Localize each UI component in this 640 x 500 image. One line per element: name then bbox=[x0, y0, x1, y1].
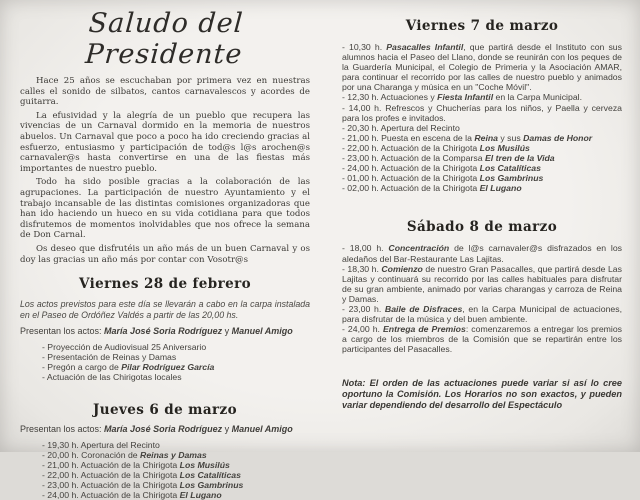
text-segment: , que partirá desde el Instituto con sus alumnos hacia el Paseo del Llano, donde se reunirán con los peques de la Guardería Municipal, el Colegio de Primeria y la Asociación AMAR, para continuar el recorrido por las calles de nuestro pueblo y animados por una Charanga y música en un "Coche Móvil". bbox=[342, 42, 622, 93]
text-segment: - 24,00 h. bbox=[342, 324, 383, 335]
schedule-item bbox=[42, 490, 310, 500]
text-segment: - 20,30 h. Apertura del Recinto bbox=[342, 122, 460, 133]
text-segment: El Lugano bbox=[479, 183, 522, 194]
text-segment: Los Catalíticas bbox=[479, 163, 541, 174]
text-segment: Reina bbox=[474, 132, 499, 143]
section-heading-jueves-6-marzo: Jueves 6 de marzo bbox=[93, 402, 237, 419]
schedule-item bbox=[342, 123, 622, 133]
text-segment: Baile de Disfraces bbox=[384, 303, 463, 314]
text-segment: - 21,00 h. Puesta en escena de la bbox=[342, 132, 475, 143]
text-segment: Pasacalles Infantil bbox=[386, 42, 464, 52]
schedule-item bbox=[42, 470, 310, 480]
text-segment: - 22,00 h. Actuación de la Chirigota bbox=[342, 142, 480, 153]
text-segment: Presentan los actos: bbox=[20, 424, 105, 435]
text-segment: - 18,00 h. bbox=[342, 243, 389, 254]
text-segment: Pilar Rodríguez García bbox=[121, 361, 215, 372]
schedule-item bbox=[42, 362, 310, 372]
schedule-list-jueves-6-marzo bbox=[20, 440, 310, 500]
page-title: Saludo del Presidente bbox=[84, 8, 245, 70]
schedule-item bbox=[42, 352, 310, 362]
text-segment: y sus bbox=[498, 132, 524, 143]
schedule-item bbox=[42, 450, 310, 460]
text-segment: : comenzaremos a entregar los premios a cargo de los miembros de la Comisión que se repartirán entre los participantes del Pasacalles. bbox=[342, 324, 622, 355]
text-segment: - 01,00 h. Actuación de la Chirigota bbox=[342, 173, 480, 184]
text-segment: - Actuación de las Chirigotas locales bbox=[42, 372, 182, 383]
presenters-line bbox=[20, 326, 310, 337]
text-segment: Concentración bbox=[388, 243, 450, 254]
text-segment: - 22,00 h. Actuación de la Chirigota bbox=[42, 469, 180, 480]
schedule-item bbox=[42, 342, 310, 352]
schedule-item bbox=[342, 153, 622, 163]
schedule-item bbox=[342, 173, 622, 183]
text-segment: - Proyección de Audiovisual 25 Aniversario bbox=[42, 341, 207, 352]
left-column bbox=[20, 6, 310, 500]
footer-note bbox=[342, 378, 622, 410]
text-segment: Manuel Amigo bbox=[231, 326, 293, 337]
text-segment: y bbox=[222, 424, 232, 435]
text-segment: de l@s carnavaler@s disfrazados en los aledaños del Bar-Restaurante Las Lajitas. bbox=[342, 243, 622, 264]
text-segment: - 12,30 h. Actuaciones y bbox=[342, 92, 438, 103]
intro-paragraph: Os deseo que disfrutéis un año más de un buen Carnaval y os doy las gracias un año más por contar con Vosotr@s bbox=[20, 243, 310, 265]
text-segment: , en la Carpa Municipal de actuaciones, para disfrutar de la música y del buen ambiente. bbox=[342, 303, 622, 325]
text-segment: en la Carpa Municipal. bbox=[493, 92, 582, 103]
intro-paragraph: La efusividad y la alegría de un pueblo que recupera las vivencias de un Carnaval dormido en la memoria de nuestros abuelos. Un Carnaval que poco a poco ha ido creciendo gracias al esfuerzo, entusiasmo y participación de tod@s l@s arochen@s carnavaler@s hasta convertirse en una de las fiestas más importantes de nuestro pueblo. bbox=[20, 110, 310, 174]
section-heading-viernes-7-marzo: Viernes 7 de marzo bbox=[405, 18, 559, 34]
venue-note: Los actos previstos para este día se llevarán a cabo en la carpa instalada en el Paseo de Ordóñez Valdés a partir de las 20,00 hs. bbox=[20, 299, 310, 320]
text-segment: Los Musilús bbox=[479, 142, 530, 153]
text-segment: El tren de la Vida bbox=[484, 153, 555, 164]
text-segment: Los Gambrinus bbox=[179, 480, 244, 491]
schedule-item bbox=[342, 324, 622, 354]
text-segment: - 10,30 h. bbox=[342, 42, 387, 52]
text-segment: - 23,00 h. Actuación de la Chirigota bbox=[42, 480, 180, 491]
schedule-item bbox=[342, 304, 622, 324]
text-segment: Los Gambrinus bbox=[479, 173, 544, 184]
text-segment: - 18,30 h. bbox=[342, 263, 382, 274]
president-greeting bbox=[20, 76, 310, 265]
section-heading-viernes-28-febrero: Viernes 28 de febrero bbox=[78, 276, 252, 293]
schedule-list-sabado-8-marzo bbox=[342, 243, 622, 354]
text-segment: Fiesta Infantil bbox=[437, 92, 494, 103]
schedule-item bbox=[342, 163, 622, 173]
schedule-list-viernes-28-febrero bbox=[20, 342, 310, 382]
text-segment: de nuestro Gran Pasacalles, que partirá desde Las Lajitas y continuará su recorrido por las calles habituales para disfrutar de su gran ambiente, animado por varias charangas y carroza de Reina y Damas. bbox=[342, 263, 622, 304]
text-segment: Comienzo bbox=[381, 263, 423, 274]
schedule-item bbox=[342, 183, 622, 193]
text-segment: Nota: bbox=[342, 378, 370, 389]
schedule-item bbox=[342, 143, 622, 153]
schedule-item bbox=[42, 480, 310, 490]
text-segment: - 23,00 h. Actuación de la Comparsa bbox=[342, 153, 485, 164]
schedule-item bbox=[342, 133, 622, 143]
intro-paragraph: Todo ha sido posible gracias a la colaboración de las agrupaciones. La participación de nuestro Ayuntamiento y el trabajo incansable de las distintas comisiones organizadoras que han ido haciendo un hueco en su vida cotidiana para que todos disfrutemos de momentos inolvidables que nos ofrece la semana de Don Carnal. bbox=[20, 177, 310, 241]
text-segment: - 24,00 h. Actuación de la Chirigota bbox=[342, 163, 480, 174]
text-segment: María José Soria Rodríguez bbox=[104, 424, 223, 435]
text-segment: Manuel Amigo bbox=[231, 424, 293, 435]
schedule-item bbox=[342, 264, 622, 304]
text-segment: Reinas y Damas bbox=[140, 449, 207, 460]
schedule-item bbox=[342, 92, 622, 102]
schedule-list-viernes-7-marzo bbox=[342, 42, 622, 193]
text-segment: María José Soria Rodríguez bbox=[104, 326, 223, 337]
text-segment: - 02,00 h. Actuación de la Chirigota bbox=[342, 183, 480, 194]
schedule-item bbox=[42, 440, 310, 450]
text-segment: Los Musilús bbox=[179, 459, 230, 470]
schedule-item bbox=[42, 460, 310, 470]
text-segment: - 20,00 h. Coronación de bbox=[42, 449, 141, 460]
schedule-item bbox=[342, 103, 622, 123]
text-segment: - 24,00 h. Actuación de la Chirigota bbox=[42, 490, 180, 500]
section-heading-sabado-8-marzo: Sábado 8 de marzo bbox=[406, 219, 558, 236]
text-segment: El Lugano bbox=[179, 490, 222, 500]
text-segment: - 21,00 h. Actuación de la Chirigota bbox=[42, 459, 180, 470]
intro-paragraph: Hace 25 años se escuchaban por primera vez en nuestras calles el sonido de silbatos, cantos carnavalescos y acordes de guitarra. bbox=[20, 76, 310, 108]
presenters-line bbox=[20, 424, 310, 435]
text-segment: - Pregón a cargo de bbox=[42, 361, 122, 372]
schedule-item bbox=[342, 42, 622, 92]
text-segment: Presentan los actos: bbox=[20, 326, 105, 337]
text-segment: Entrega de Premios bbox=[382, 324, 466, 335]
text-segment: - 23,00 h. bbox=[342, 303, 385, 314]
text-segment: - Presentación de Reinas y Damas bbox=[42, 351, 177, 362]
text-segment: - 14,00 h. Refrescos y Chucherías para los niños, y Paella y cerveza para los profes e invitados. bbox=[342, 102, 622, 123]
schedule-item bbox=[342, 243, 622, 263]
right-column bbox=[342, 18, 622, 410]
text-segment: Los Catalíticas bbox=[179, 469, 241, 480]
text-segment: - 19,30 h. Apertura del Recinto bbox=[42, 439, 160, 450]
text-segment: Damas de Honor bbox=[523, 132, 593, 143]
text-segment: El orden de las actuaciones puede variar si así lo cree oportuno la Comisión. Los Horarios no son exactos, y pueden variar dependiendo del desarrollo del Espectáculo bbox=[342, 378, 622, 410]
schedule-item bbox=[42, 372, 310, 382]
text-segment: y bbox=[222, 326, 232, 337]
